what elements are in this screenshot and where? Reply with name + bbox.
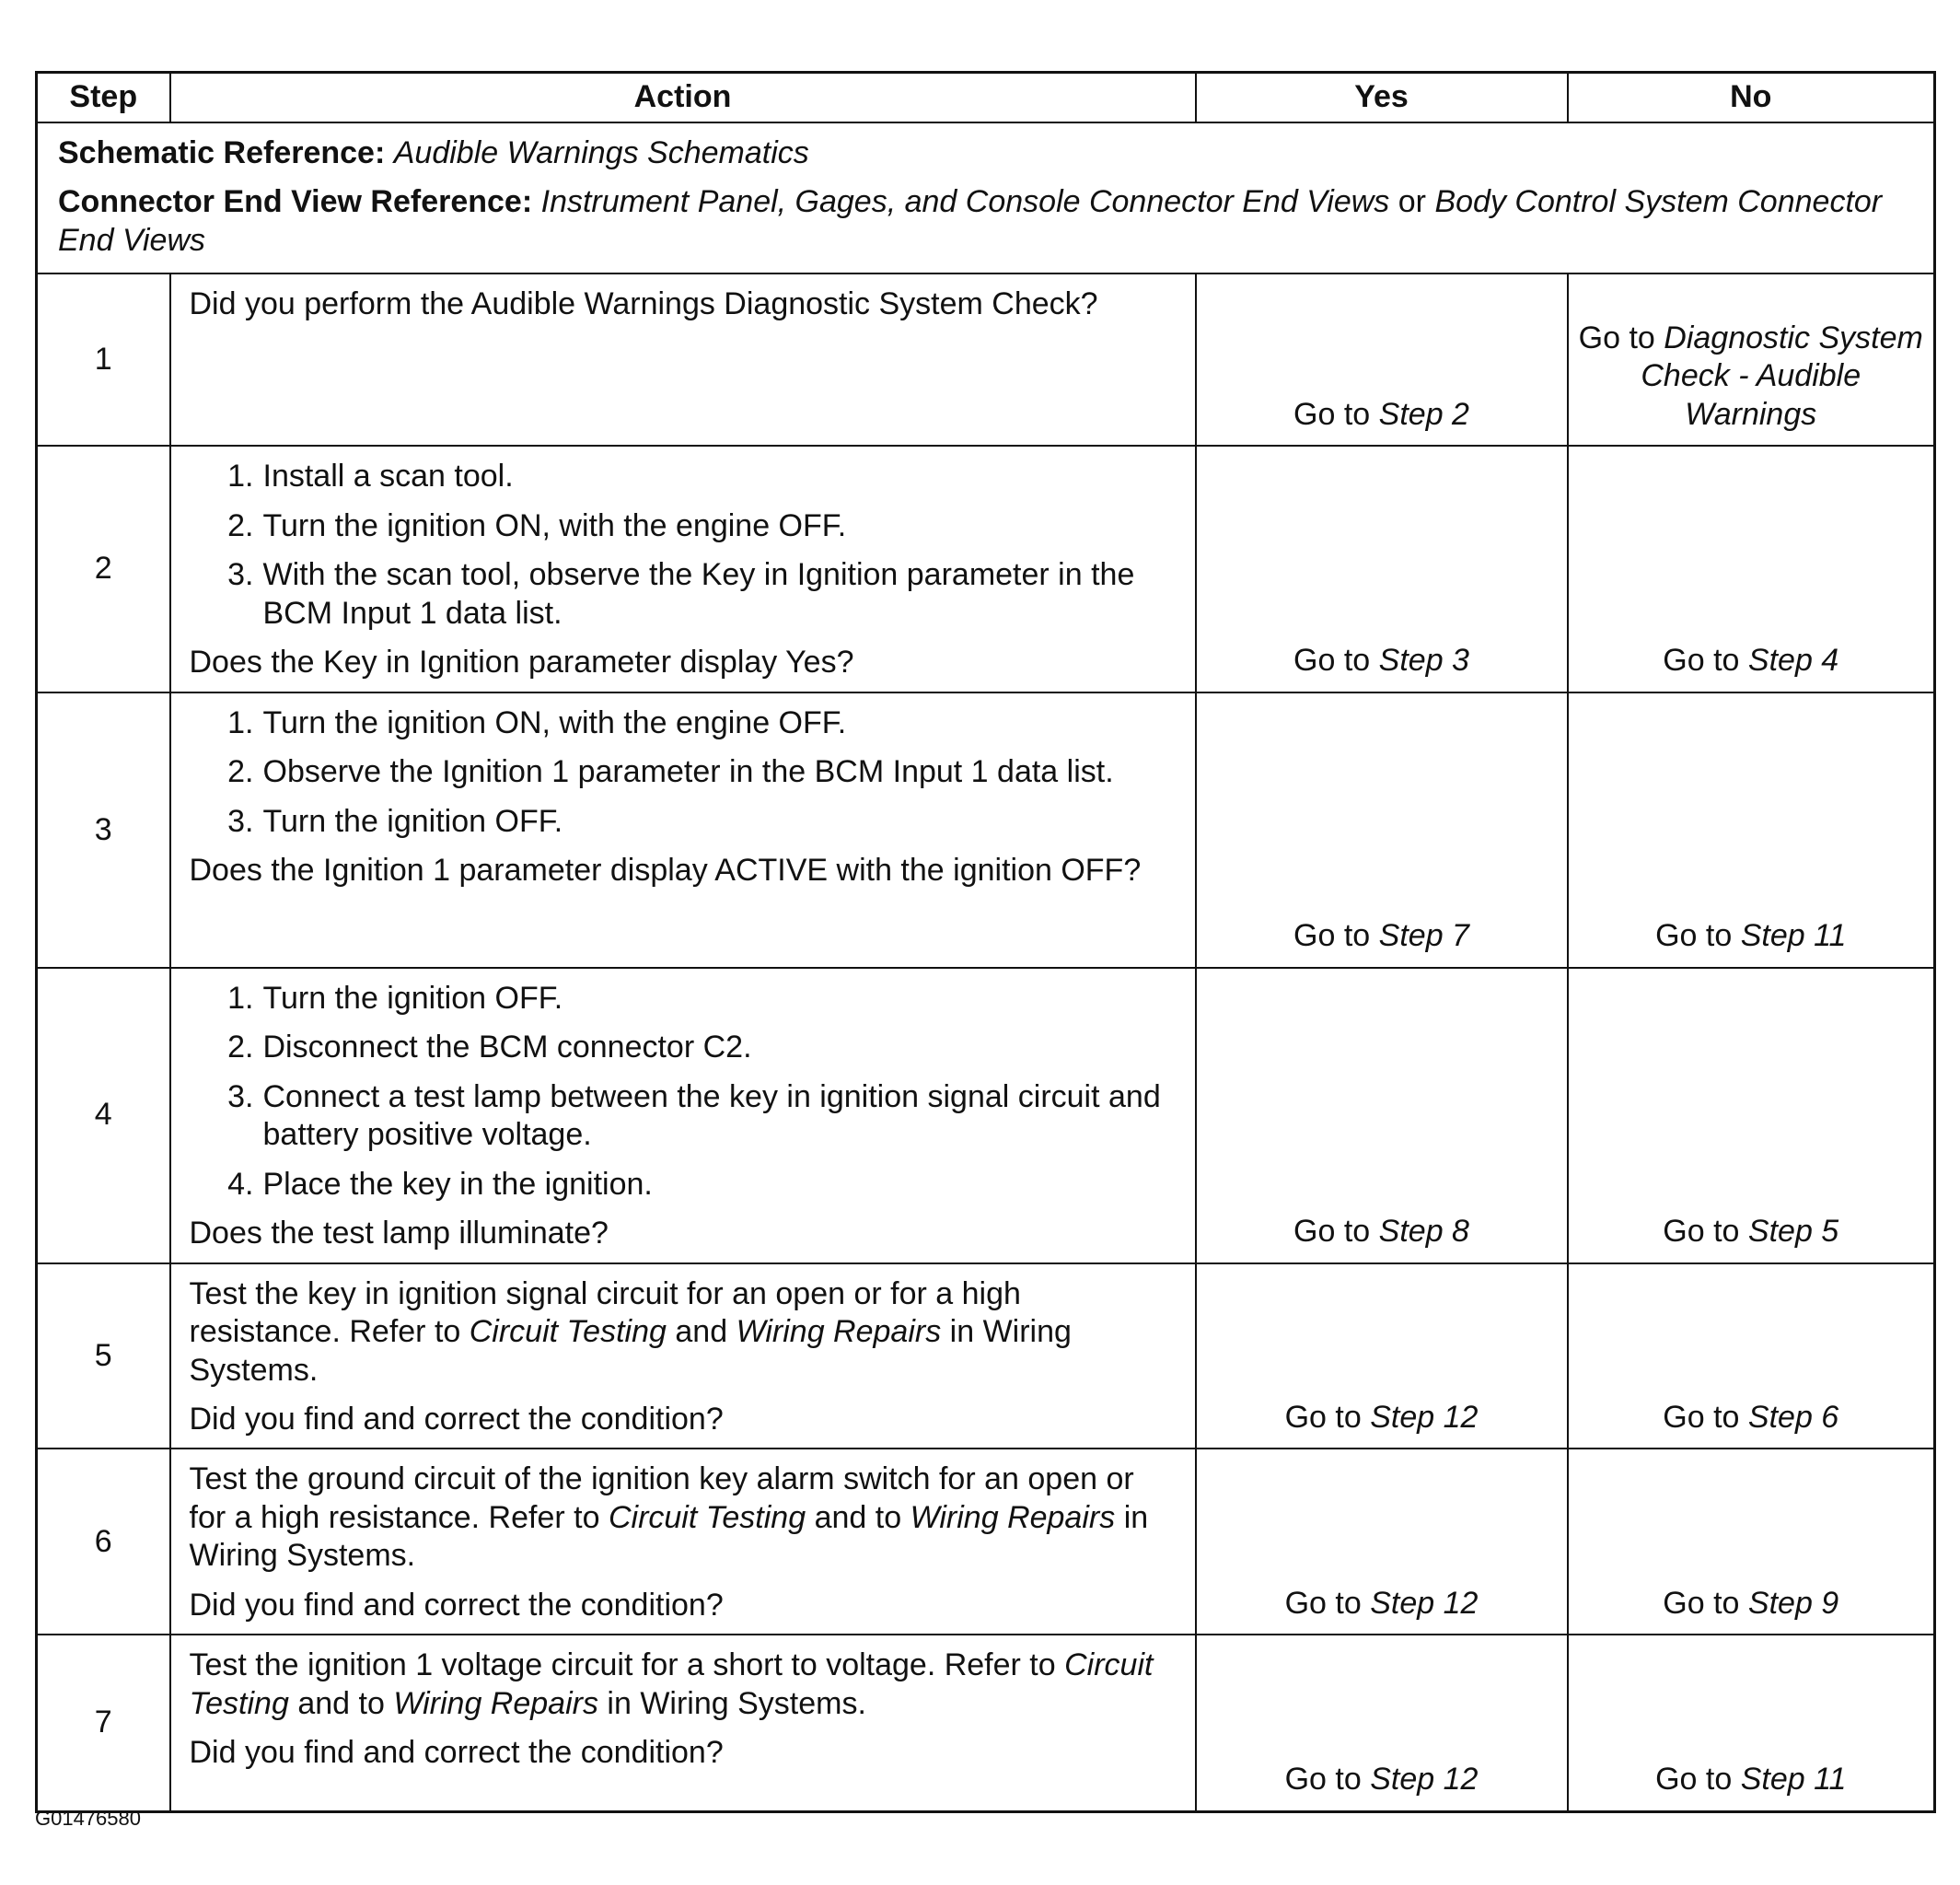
action-cell [170,968,1196,1263]
action-question: Did you find and correct the condition? [189,1401,724,1437]
table-row [37,968,1935,1263]
yes-prefix: Go to [1284,1585,1362,1621]
yes-prefix: Go to [1293,918,1371,954]
no-target-link[interactable]: Diagnostic System Check - Audible Warnings [1641,320,1923,432]
header-yes: Yes [1196,73,1568,123]
action-instruction [190,1646,1175,1723]
substep-item: 2. Disconnect the BCM connector C2. [227,1030,752,1065]
instruction-text: Test the key in ignition signal circuit for an open or for a high resistance. Refer to [189,1275,1021,1350]
circuit-testing-link[interactable]: Circuit Testing [469,1314,667,1350]
substep-list [190,458,1175,633]
header-no: No [1568,73,1935,123]
no-target-link[interactable]: Step 6 [1747,1399,1839,1435]
header-row [37,73,1935,123]
action-question: Did you find and correct the condition? [189,1735,724,1771]
substep-text: Connect a test lamp between the key in ignition signal circuit and battery positive voltage. [262,1078,1161,1153]
action-question: Did you find and correct the condition? [189,1587,724,1623]
table-row [37,446,1935,692]
substep-item: 2. Turn the ignition ON, with the engine OFF. [227,507,847,543]
table-row [37,692,1935,968]
instruction-text: Test the ground circuit of the ignition key alarm switch for an open or for a high resistance. Refer to [189,1461,1134,1535]
table-row [37,1263,1935,1449]
connector-reference-label: Connector End View Reference: [58,184,533,220]
step-number: 1 [37,273,170,446]
no-cell [1568,1263,1935,1449]
yes-cell [1196,446,1568,692]
substep-item: 1. Turn the ignition ON, with the engine OFF. [227,704,847,740]
action-cell [170,1263,1196,1449]
connector-reference-link-2[interactable]: Body Control System Connector End Views [58,184,1883,258]
table-row [37,1449,1935,1635]
no-cell [1568,446,1935,692]
action-cell [170,273,1196,446]
no-target-link[interactable]: Step 4 [1747,643,1839,679]
substep-text: Turn the ignition OFF. [262,803,563,839]
figure-id: G01476580 [35,1807,141,1830]
substep-list [190,980,1175,1204]
substep-text: Observe the Ignition 1 parameter in the BCM Input 1 data list. [262,754,1114,790]
no-prefix: Go to [1655,1762,1733,1798]
diagnostic-table [35,71,1936,1813]
substep-text: Install a scan tool. [262,459,514,495]
connector-reference-or: or [1398,184,1426,220]
substep-text: Turn the ignition OFF. [262,980,563,1016]
substep-item: 3. Turn the ignition OFF. [227,803,563,839]
step-number: 7 [37,1635,170,1811]
yes-prefix: Go to [1284,1399,1362,1435]
substep-text: Turn the ignition ON, with the engine OFF. [262,507,847,543]
action-cell [170,446,1196,692]
no-target-link[interactable]: Step 5 [1747,1214,1839,1250]
yes-cell [1196,1635,1568,1811]
yes-target-link[interactable]: Step 3 [1378,643,1469,679]
no-cell [1568,968,1935,1263]
instruction-text: in Wiring Systems. [607,1685,866,1721]
instruction-text: Test the ignition 1 voltage circuit for a short to voltage. Refer to [189,1647,1056,1683]
instruction-text: and to [814,1499,902,1535]
schematic-reference [58,134,1913,172]
header-action: Action [170,73,1196,123]
action-question: Did you perform the Audible Warnings Diagnostic System Check? [189,286,1098,322]
step-number: 5 [37,1263,170,1449]
substep-text: Turn the ignition ON, with the engine OFF. [262,704,847,740]
no-target-link[interactable]: Step 11 [1740,918,1847,954]
step-number: 4 [37,968,170,1263]
substep-text: Place the key in the ignition. [262,1166,653,1202]
action-question: Does the Key in Ignition parameter display Yes? [189,645,854,681]
no-prefix: Go to [1663,1214,1740,1250]
circuit-testing-link[interactable]: Circuit Testing [189,1647,1154,1721]
substep-text: Disconnect the BCM connector C2. [262,1030,752,1065]
yes-prefix: Go to [1293,643,1371,679]
table-row [37,273,1935,446]
instruction-text: in Wiring Systems. [189,1499,1149,1574]
no-target-link[interactable]: Step 9 [1747,1585,1839,1621]
instruction-text: in Wiring Systems. [189,1314,1072,1388]
instruction-text: and to [297,1685,385,1721]
no-target-link[interactable]: Step 11 [1740,1762,1847,1798]
no-cell [1568,692,1935,968]
schematic-reference-label: Schematic Reference: [58,135,386,170]
yes-target-link[interactable]: Step 12 [1370,1585,1479,1621]
action-cell [170,1635,1196,1811]
no-prefix: Go to [1663,1399,1740,1435]
yes-cell [1196,273,1568,446]
substep-item: 4. Place the key in the ignition. [227,1166,653,1202]
yes-cell [1196,1263,1568,1449]
action-instruction [190,1460,1175,1575]
diagnostic-table-container [35,71,1933,1813]
no-prefix: Go to [1655,918,1733,954]
action-instruction [190,1275,1175,1390]
no-cell [1568,1449,1935,1635]
action-cell [170,692,1196,968]
yes-prefix: Go to [1293,1214,1371,1250]
no-prefix: Go to [1663,1585,1740,1621]
schematic-reference-link[interactable]: Audible Warnings Schematics [393,135,809,170]
step-number: 3 [37,692,170,968]
instruction-text: and [675,1314,728,1350]
no-prefix: Go to [1663,643,1740,679]
yes-target-link[interactable]: Step 7 [1378,918,1469,954]
wiring-repairs-link[interactable]: Wiring Repairs [393,1685,598,1721]
yes-target-link[interactable]: Step 8 [1378,1214,1469,1250]
action-question: Does the test lamp illuminate? [189,1216,609,1251]
reference-row [37,122,1935,273]
yes-cell [1196,968,1568,1263]
reference-cell [37,122,1935,273]
no-prefix: Go to [1578,320,1655,355]
substep-list [190,704,1175,841]
wiring-repairs-link[interactable]: Wiring Repairs [910,1499,1116,1535]
header-step: Step [37,73,170,123]
table-row [37,1635,1935,1811]
yes-target-link[interactable]: Step 12 [1370,1762,1479,1798]
yes-target-link[interactable]: Step 2 [1378,396,1469,432]
connector-reference [58,183,1913,260]
connector-reference-link-1[interactable]: Instrument Panel, Gages, and Console Connector End Views [540,184,1390,220]
yes-cell [1196,692,1568,968]
wiring-repairs-link[interactable]: Wiring Repairs [736,1314,942,1350]
substep-item: 1. Turn the ignition OFF. [227,980,563,1016]
substep-item: 2. Observe the Ignition 1 parameter in the BCM Input 1 data list. [227,754,1114,790]
action-cell [170,1449,1196,1635]
substep-item: 3. With the scan tool, observe the Key in Ignition parameter in the BCM Input 1 data list. [227,557,1135,631]
yes-target-link[interactable]: Step 12 [1370,1399,1479,1435]
substep-text: With the scan tool, observe the Key in Ignition parameter in the BCM Input 1 data list. [262,557,1135,631]
step-number: 6 [37,1449,170,1635]
yes-cell [1196,1449,1568,1635]
substep-item: 1. Install a scan tool. [227,459,514,495]
yes-prefix: Go to [1284,1762,1362,1798]
substep-item: 3. Connect a test lamp between the key in ignition signal circuit and battery positive voltage. [227,1078,1161,1153]
yes-prefix: Go to [1293,396,1371,432]
no-cell [1568,1635,1935,1811]
action-question: Does the Ignition 1 parameter display ACTIVE with the ignition OFF? [189,853,1142,889]
no-cell [1568,273,1935,446]
step-number: 2 [37,446,170,692]
circuit-testing-link[interactable]: Circuit Testing [608,1499,806,1535]
